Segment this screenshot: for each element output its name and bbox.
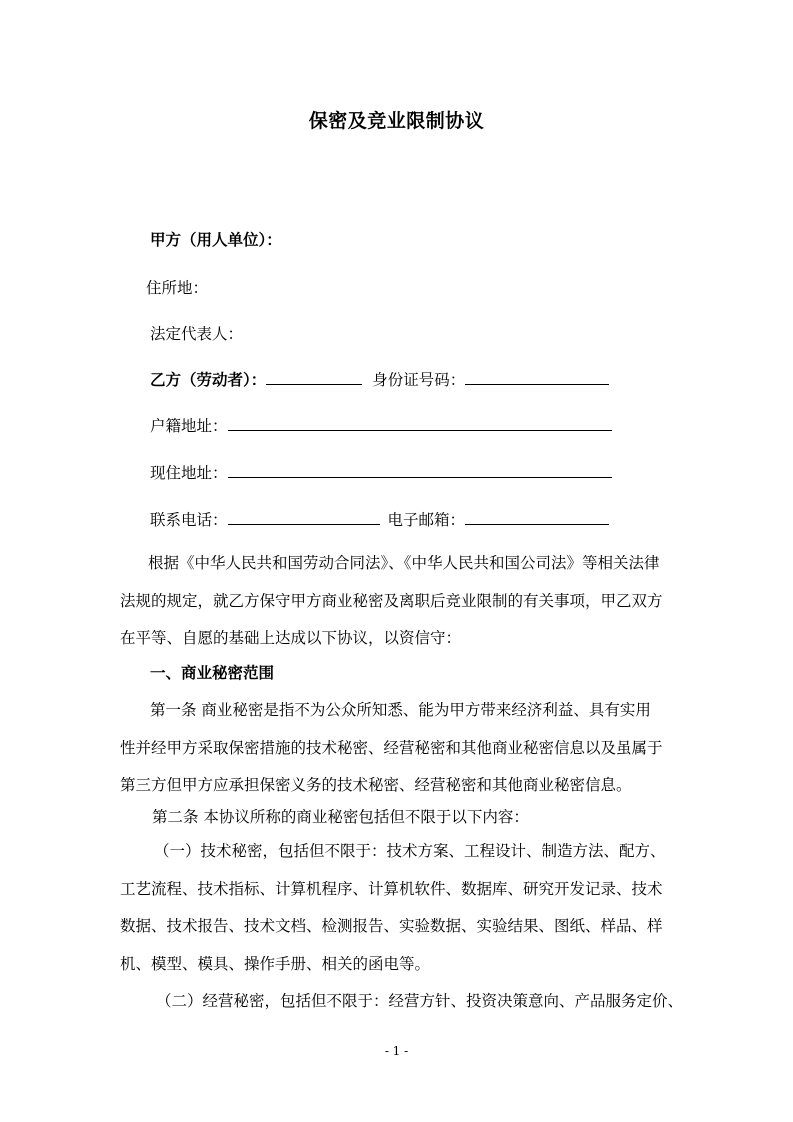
preamble-line: 法规的规定，就乙方保守甲方商业秘密及离职后竞业限制的有关事项，甲乙双方 xyxy=(120,591,663,610)
item2-line: （二）经营秘密，包括但不限于：经营方针、投资决策意向、产品服务定价、 xyxy=(156,992,684,1010)
legal-rep-label: 法定代表人： xyxy=(150,325,244,343)
page-number: - 1 - xyxy=(384,1044,409,1058)
party-b-row xyxy=(150,368,609,390)
item1-line: 数据、技术报告、技术文档、检测报告、实验数据、实验结果、图纸、样品、样 xyxy=(120,917,663,935)
id-label: 身份证号码： xyxy=(372,371,466,389)
article1-line: 性并经甲方采取保密措施的技术秘密、经营秘密和其他商业秘密信息以及虽属于 xyxy=(120,738,663,757)
item1-line: 工艺流程、技术指标、计算机程序、计算机软件、数据库、研究开发记录、技术 xyxy=(120,879,663,898)
id-number-field[interactable] xyxy=(465,370,609,385)
phone-label: 联系电话： xyxy=(150,511,228,529)
article1-line: 第三方但甲方应承担保密义务的技术秘密、经营秘密和其他商业秘密信息。 xyxy=(120,776,632,794)
party-b-name-field[interactable] xyxy=(266,370,362,385)
preamble-line: 在平等、自愿的基础上达成以下协议，以资信守： xyxy=(120,629,462,647)
document-title: 保密及竞业限制协议 xyxy=(308,110,485,132)
email-label: 电子邮箱： xyxy=(387,511,466,529)
household-label: 户籍地址： xyxy=(150,417,228,435)
party-a-label: 甲方（用人单位）： xyxy=(150,230,282,249)
current-address-field[interactable] xyxy=(228,463,612,478)
article1-paragraph xyxy=(120,692,718,805)
preamble-line: 根据《中华人民共和国劳动合同法》、《中华人民共和国公司法》等相关法律 xyxy=(148,554,660,572)
household-address-field[interactable] xyxy=(228,416,612,431)
current-address-label: 现住地址： xyxy=(150,464,228,482)
item1-line: 机、模型、模具、操作手册、相关的函电等。 xyxy=(120,954,431,973)
party-b-label: 乙方（劳动者）： xyxy=(150,370,267,389)
household-row xyxy=(150,414,612,436)
article1-line: 第一条 商业秘密是指不为公众所知悉、能为甲方带来经济利益、具有实用 xyxy=(150,701,651,719)
contact-row xyxy=(150,508,609,530)
preamble-paragraph xyxy=(120,545,718,658)
address-label: 住所地： xyxy=(146,279,209,297)
section1-heading: 一、商业秘密范围 xyxy=(150,663,275,682)
current-address-row xyxy=(150,461,612,483)
email-field[interactable] xyxy=(465,510,609,525)
article2-line: 第二条 本协议所称的商业秘密包括但不限于以下内容： xyxy=(152,808,529,826)
item1-paragraph xyxy=(120,833,718,983)
phone-field[interactable] xyxy=(228,510,380,525)
item1-line: （一）技术秘密，包括但不限于：技术方案、工程设计、制造方法、配方、 xyxy=(154,842,666,860)
